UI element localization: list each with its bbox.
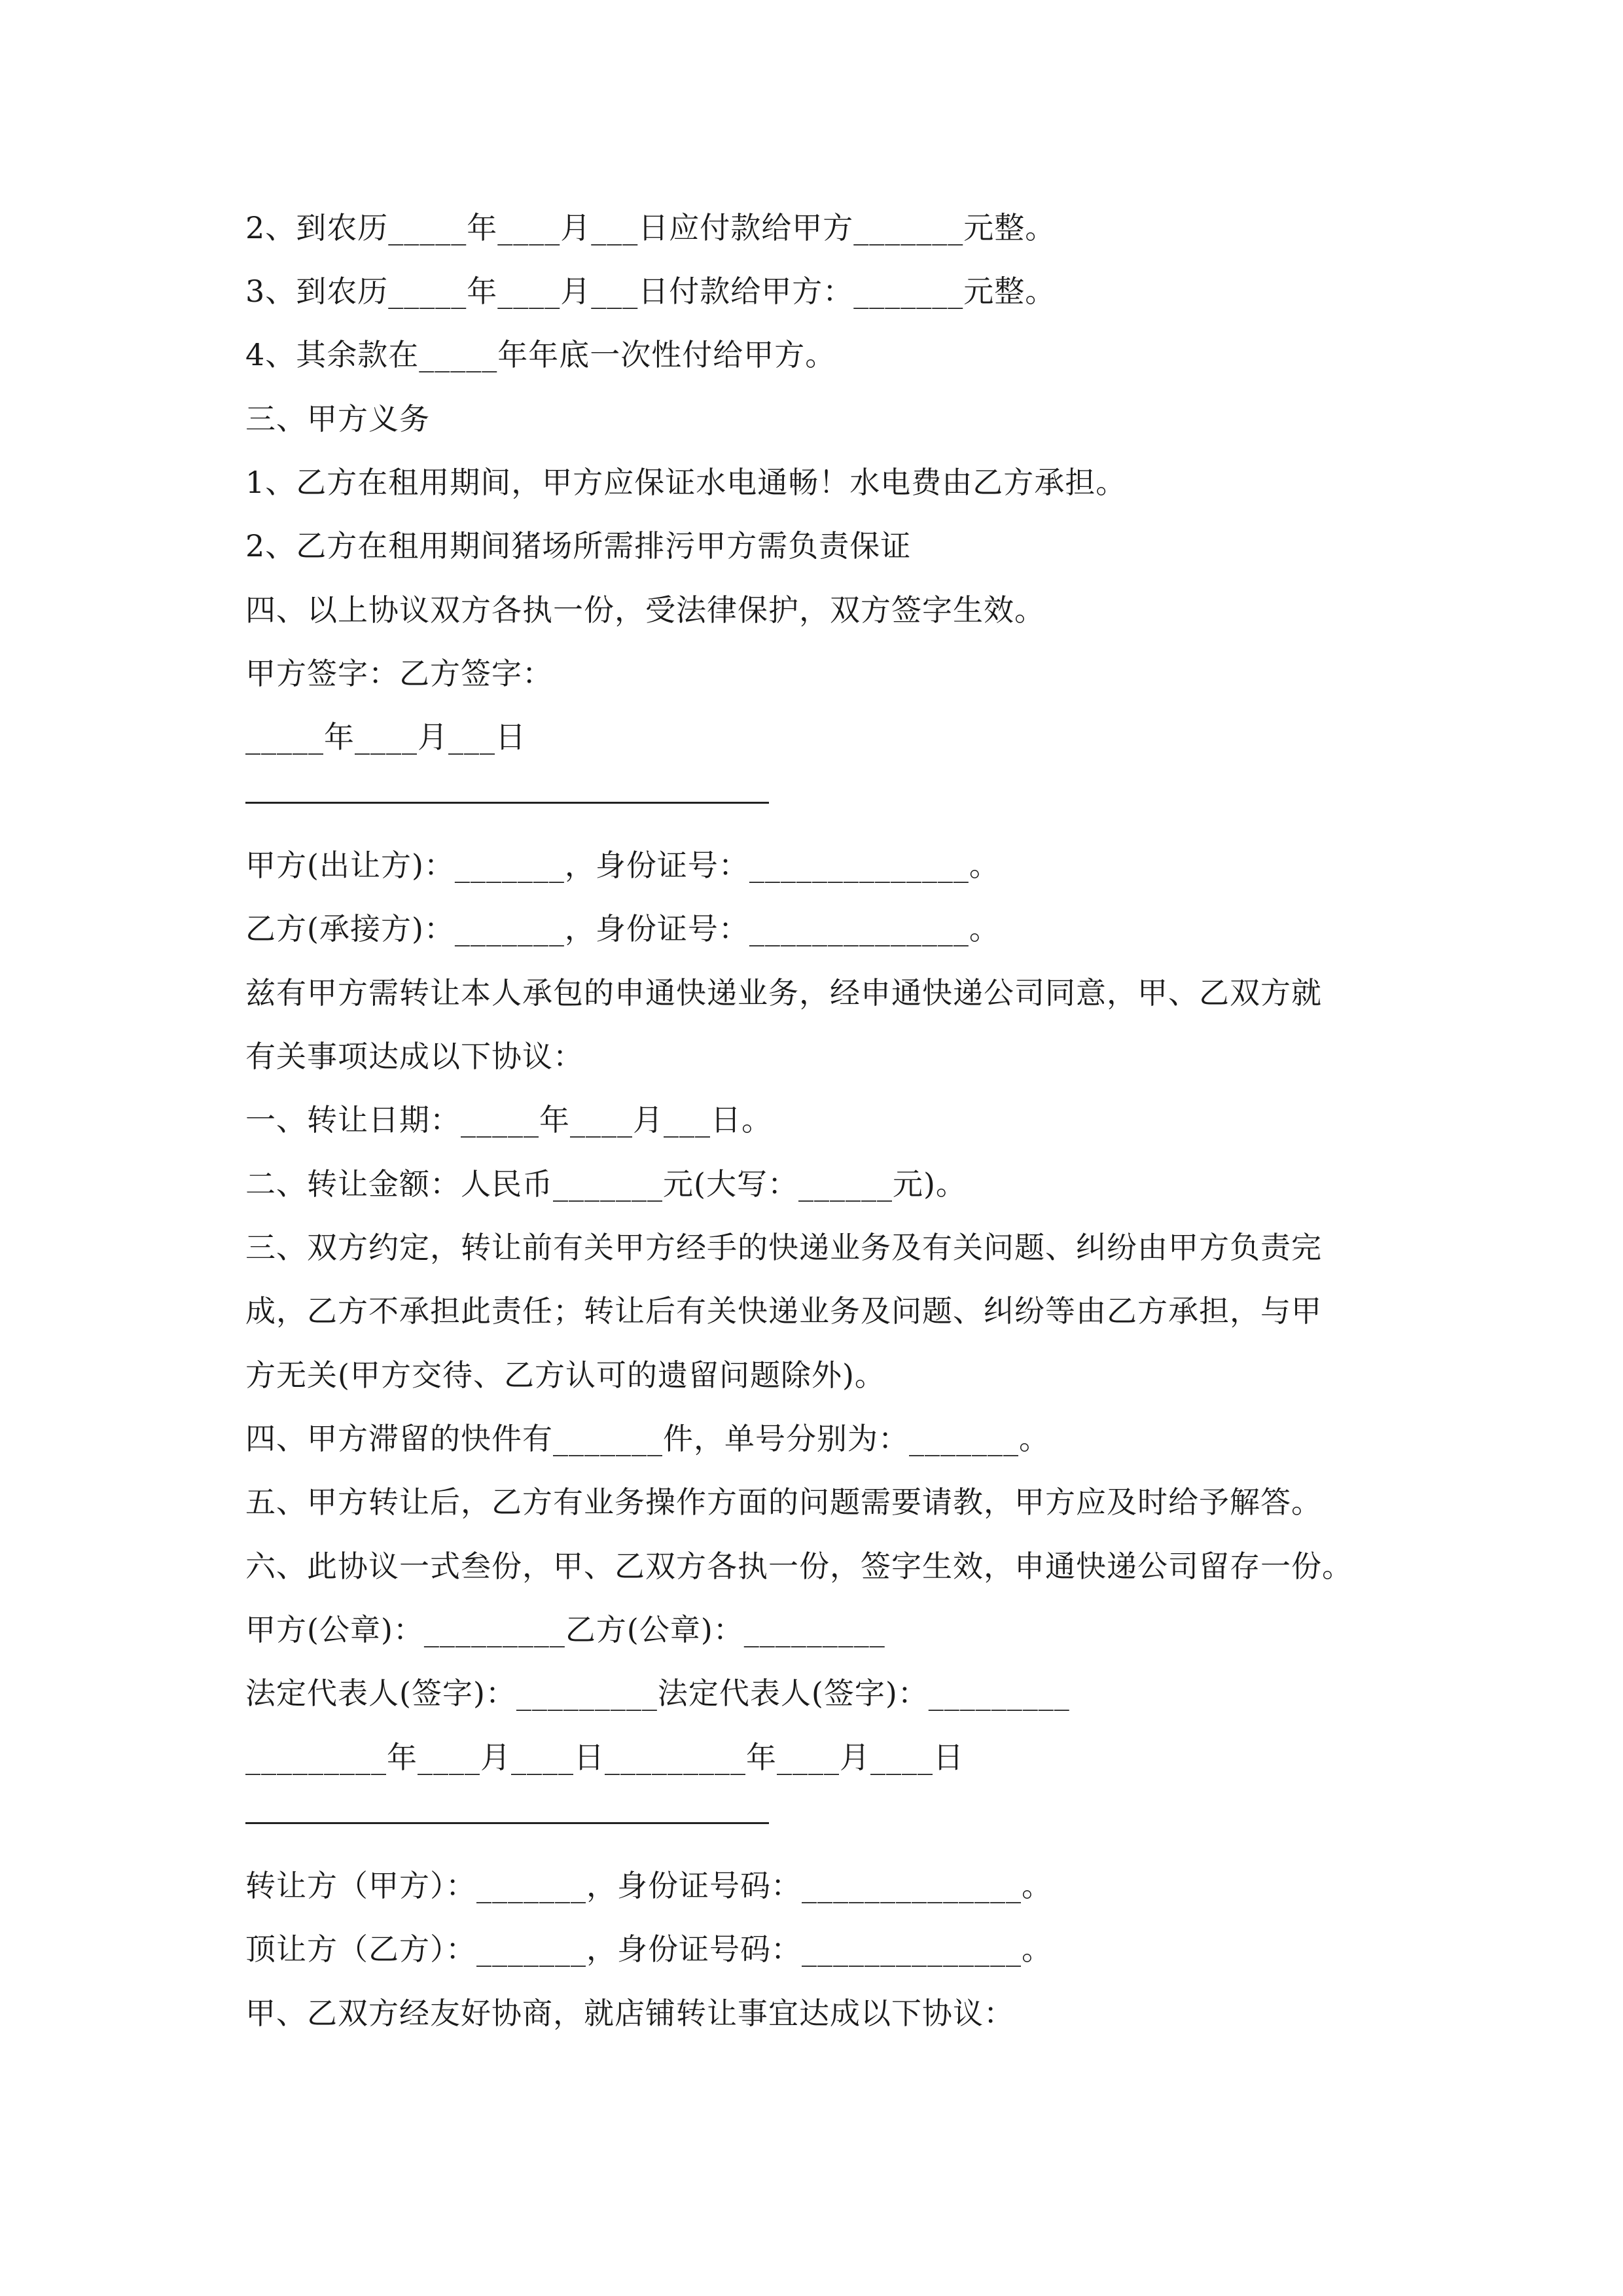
date-line: _____年____月___日 [245,719,526,755]
payment-term-3: 3、到农历_____年____月___日付款给甲方：_______元整。 [245,274,1056,309]
shop-transferor-info: 转让方（甲方）：_______，身份证号码：______________。 [245,1868,1052,1903]
payment-term-2: 2、到农历_____年____月___日应付款给甲方_______元整。 [245,210,1056,245]
signature-line: 甲方签字：乙方签字： [245,656,553,691]
shop-agreement-intro: 甲、乙双方经友好协商，就店铺转让事宜达成以下协议： [245,1996,1014,2031]
agreement-intro-line-1: 兹有甲方需转让本人承包的申通快递业务，经申通快递公司同意，甲、乙双方就 [245,975,1322,1011]
seal-line: 甲方(公章)：_________乙方(公章)：_________ [245,1612,885,1647]
transferee-info: 乙方(承接方)：_______，身份证号：______________。 [245,911,1000,946]
clause-three-line-3: 方无关(甲方交待、乙方认可的遗留问题除外)。 [245,1357,885,1393]
clause-five-support: 五、甲方转让后，乙方有业务操作方面的问题需要请教，甲方应及时给予解答。 [245,1484,1322,1520]
section-heading-party-a-duties: 三、甲方义务 [245,401,430,437]
agreement-intro-line-2: 有关事项达成以下协议： [245,1039,584,1074]
shop-transferee-info: 顶让方（乙方）：_______，身份证号码：______________。 [245,1931,1052,1967]
clause-four-pending-parcels: 四、甲方滞留的快件有_______件，单号分别为：_______。 [245,1421,1050,1456]
clause-four-validity: 四、以上协议双方各执一份，受法律保护，双方签字生效。 [245,592,1045,628]
transferor-info: 甲方(出让方)：_______，身份证号：______________。 [245,848,1000,883]
dual-date-line: _________年____月____日_________年____月____日 [245,1740,964,1775]
clause-transfer-amount: 二、转让金额：人民币_______元(大写：______元)。 [245,1166,967,1202]
legal-representative-line: 法定代表人(签字)：_________法定代表人(签字)：_________ [245,1676,1070,1711]
clause-three-line-2: 成，乙方不承担此责任；转让后有关快递业务及问题、纠纷等由乙方承担，与甲 [245,1293,1322,1329]
payment-term-4: 4、其余款在_____年年底一次性付给甲方。 [245,337,836,372]
clause-three-line-1: 三、双方约定，转让前有关甲方经手的快递业务及有关问题、纠纷由甲方负责完 [245,1230,1322,1265]
clause-six-copies: 六、此协议一式叁份，甲、乙双方各执一份，签字生效，申通快递公司留存一份。 [245,1549,1353,1584]
duty-item-1: 1、乙方在租用期间，甲方应保证水电通畅！水电费由乙方承担。 [245,465,1127,500]
clause-transfer-date: 一、转让日期：_____年____月___日。 [245,1102,772,1138]
section-divider [245,802,769,804]
duty-item-2: 2、乙方在租用期间猪场所需排污甲方需负责保证 [245,528,912,564]
section-divider-2 [245,1822,769,1824]
